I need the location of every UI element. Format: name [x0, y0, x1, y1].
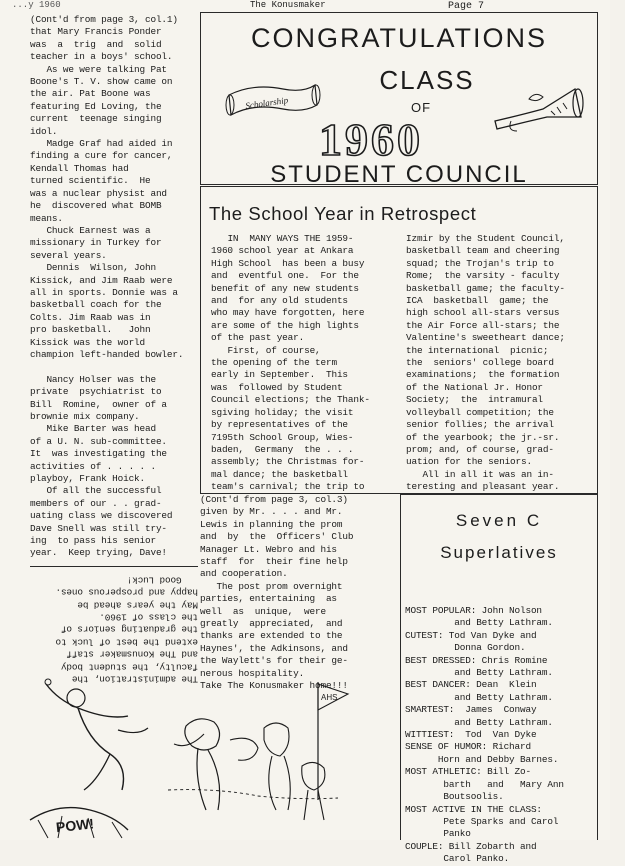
page-number: Page 7 — [448, 1, 485, 12]
congrats-class: CLASS — [379, 65, 475, 95]
retrospect-col-b: Izmir by the Student Council, basketball team and cheering squad; the Trojan's trip to Rome; the varsity - faculty basketball game; the faculty- ICA basketball game; the high school all-stars versus the Air Force all-stars; the Valentine's sweetheart dance; the international picnic; the seniors' college board examinations; the formation of the National Jr. Honor Society; the intramural volleyball competition; the senior follies; the arrival of the yearbook; the jr.-sr. prom; and, of course, grad- uation for the seniors. All in all it was an in- teresting and pleasant year. — [406, 233, 565, 493]
congrats-year: 1960 — [319, 114, 423, 165]
golfer-cartoon — [18, 670, 360, 840]
congrats-heading: CONGRATULATIONS — [250, 23, 548, 53]
congrats-of: OF — [410, 100, 432, 115]
upside-down-good-luck-notice: The administration, the faculty, the student body and The Konusmaker staff extend the best of luck to the graduating seniors of the class of 1960. May the years ahead be happy and prosperous ones. Good Luck! — [55, 574, 198, 685]
scholarship-scroll-icon — [223, 75, 321, 125]
reunion-story-column: (Cont'd from page 3, col.1) that Mary Francis Ponder was a trig and solid teacher in a boys' school. As we were talking Pat Boone's T. V. show came on the air. Pat Boone was featuring Ed Loving, the current teenage singing idol. Madge Graf had aided in finding a cure for cancer, Kendall Thomas had turned scientific. He was a nuclear physist and he discovered what BOMB means. Chuck Earnest was a missionary in Turkey for several years. Dennis Wilson, John Kissick, and Jim Raab were all in sports. Donnie was a basketball coach for the Colts. Jim Raab was in pro basketball. John Kissick was the world champion left-handed bowler. Nancy Holser was the private psychiatrist to Bill Romine, owner of a brownie mix company. Mike Barter was head of a U. N. sub-committee. It was investigating the activities of . . . . . playboy, Frank Hoick. Of all the successful members of our . . grad- uating class we discovered Dave Snell was still try- ing to pass his senior year. Keep trying, Dave! — [30, 14, 184, 559]
superlatives-title-2: Superlatives — [440, 543, 558, 562]
pow-text: POW! — [55, 815, 95, 836]
retrospect-col-a: IN MANY WAYS THE 1959- 1960 school year at Ankara High School has been a busy and eventful one. For the benefit of any new students and for any old students who may have forgotten, here are some of the high lights of the past year. First, of course, the opening of the term early in September. This was followed by Student Council elections; the Thank- sgiving holiday; the visit by representatives of the 7195th School Group, Wies- baden, Germany the . . . assembly; the Christmas for- mal dance; the basketball team's carnival; the trip to — [211, 233, 370, 493]
paper-name: The Konusmaker — [250, 0, 326, 10]
retrospect-article — [200, 186, 598, 494]
column-divider — [30, 566, 198, 567]
congrats-student-council: STUDENT COUNCIL — [270, 161, 528, 188]
diploma-horn-icon — [491, 81, 587, 135]
issue-date: ...y 1960 — [12, 0, 61, 10]
superlatives-title-1: Seven C — [455, 511, 543, 530]
retrospect-title: The School Year in Retrospect — [209, 203, 477, 224]
superlatives-box — [400, 494, 598, 865]
superlatives-list: MOST POPULAR: John Nolson and Betty Lathram. CUTEST: Tod Van Dyke and Donna Gordon. BEST DRESSED: Chris Romine and Betty Lathram. BEST DANCER: Dean Klein and Betty Lathram. SMARTEST: James Conway and Betty Lathram. WITTIEST: Tod Van Dyke SENSE OF HUMOR: Richard Horn and Debby Barnes. MOST ATHLETIC: Bill Zo- barth and Mary Ann Boutsoolis. MOST ACTIVE IN THE CLASS: Pete Sparks and Carol Panko COUPLE: Bill Zobarth and Carol Panko. — [405, 605, 564, 865]
scroll-label: Scholarship — [244, 94, 289, 111]
pennant-text: AHS — [321, 693, 338, 702]
congratulations-banner — [200, 12, 598, 188]
prom-continued-story: (Cont'd from page 3, col.3) given by Mr. . . . and Mr. Lewis in planning the prom and by the Officers' Club Manager Lt. Webro and his staff for their fine help and cooperation. The post prom overnight parties, entertaining as well as unique, were greatly appreciated, and thanks are extended to the Haynes', the Adkinsons, and the Waylett's for their ge- nerous hospitality. Take The Konusmaker home!!! — [200, 494, 354, 692]
